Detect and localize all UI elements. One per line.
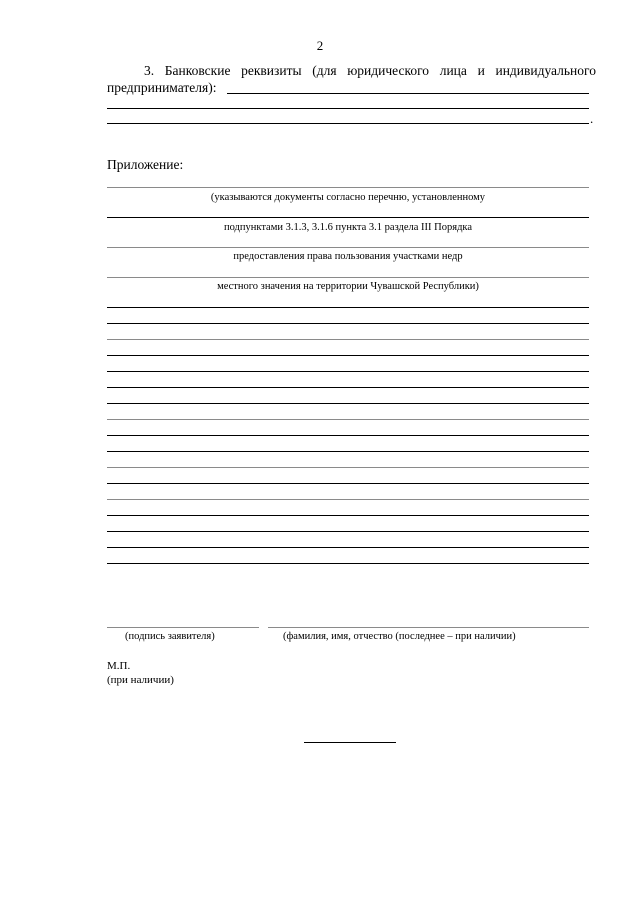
appendix-blank-line[interactable] [107,307,589,308]
applicant-signature-caption: (подпись заявителя) [125,631,215,642]
appendix-blank-line[interactable] [107,563,589,564]
appendix-blank-line[interactable] [107,531,589,532]
appendix-blank-line[interactable] [107,451,589,452]
bank-details-end-period: . [590,111,594,126]
appendix-blank-line[interactable] [107,403,589,404]
appendix-blank-line[interactable] [107,419,589,420]
applicant-name-caption: (фамилия, имя, отчество (последнее – при наличии) [283,631,516,642]
appendix-label: Приложение: [107,157,184,172]
appendix-blank-line[interactable] [107,435,589,436]
appendix-field-line[interactable] [107,277,589,278]
appendix-field-line[interactable] [107,247,589,248]
appendix-blank-line[interactable] [107,499,589,500]
bank-details-field-line-1[interactable] [227,93,589,94]
applicant-name-line[interactable] [268,627,589,628]
appendix-blank-line[interactable] [107,323,589,324]
bank-details-heading-continued: предпринимателя): [107,80,217,95]
appendix-blank-line[interactable] [107,387,589,388]
page-number: 2 [316,38,324,53]
stamp-label: М.П. [107,660,131,672]
closing-separator [304,742,396,743]
appendix-blank-line[interactable] [107,515,589,516]
bank-details-heading: 3. Банковские реквизиты (для юридического лица и индивидуального [144,63,596,78]
appendix-blank-line[interactable] [107,339,589,340]
stamp-note: (при наличии) [107,674,174,686]
appendix-hint-line-4: местного значения на территории Чувашской Республики) [217,281,479,292]
bank-details-field-line-2[interactable] [107,108,589,109]
appendix-field-line[interactable] [107,217,589,218]
appendix-blank-line[interactable] [107,483,589,484]
appendix-blank-line[interactable] [107,355,589,356]
appendix-hint-line-3: предоставления права пользования участками недр [233,251,463,262]
applicant-signature-line[interactable] [107,627,259,628]
bank-details-field-line-3[interactable] [107,123,589,124]
appendix-blank-line[interactable] [107,547,589,548]
appendix-blank-line[interactable] [107,467,589,468]
appendix-hint-line-2: подпунктами 3.1.3, 3.1.6 пункта 3.1 раздела III Порядка [223,222,473,233]
appendix-field-line[interactable] [107,187,589,188]
appendix-hint-line-1: (указываются документы согласно перечню, установленному [210,192,486,203]
appendix-blank-line[interactable] [107,371,589,372]
